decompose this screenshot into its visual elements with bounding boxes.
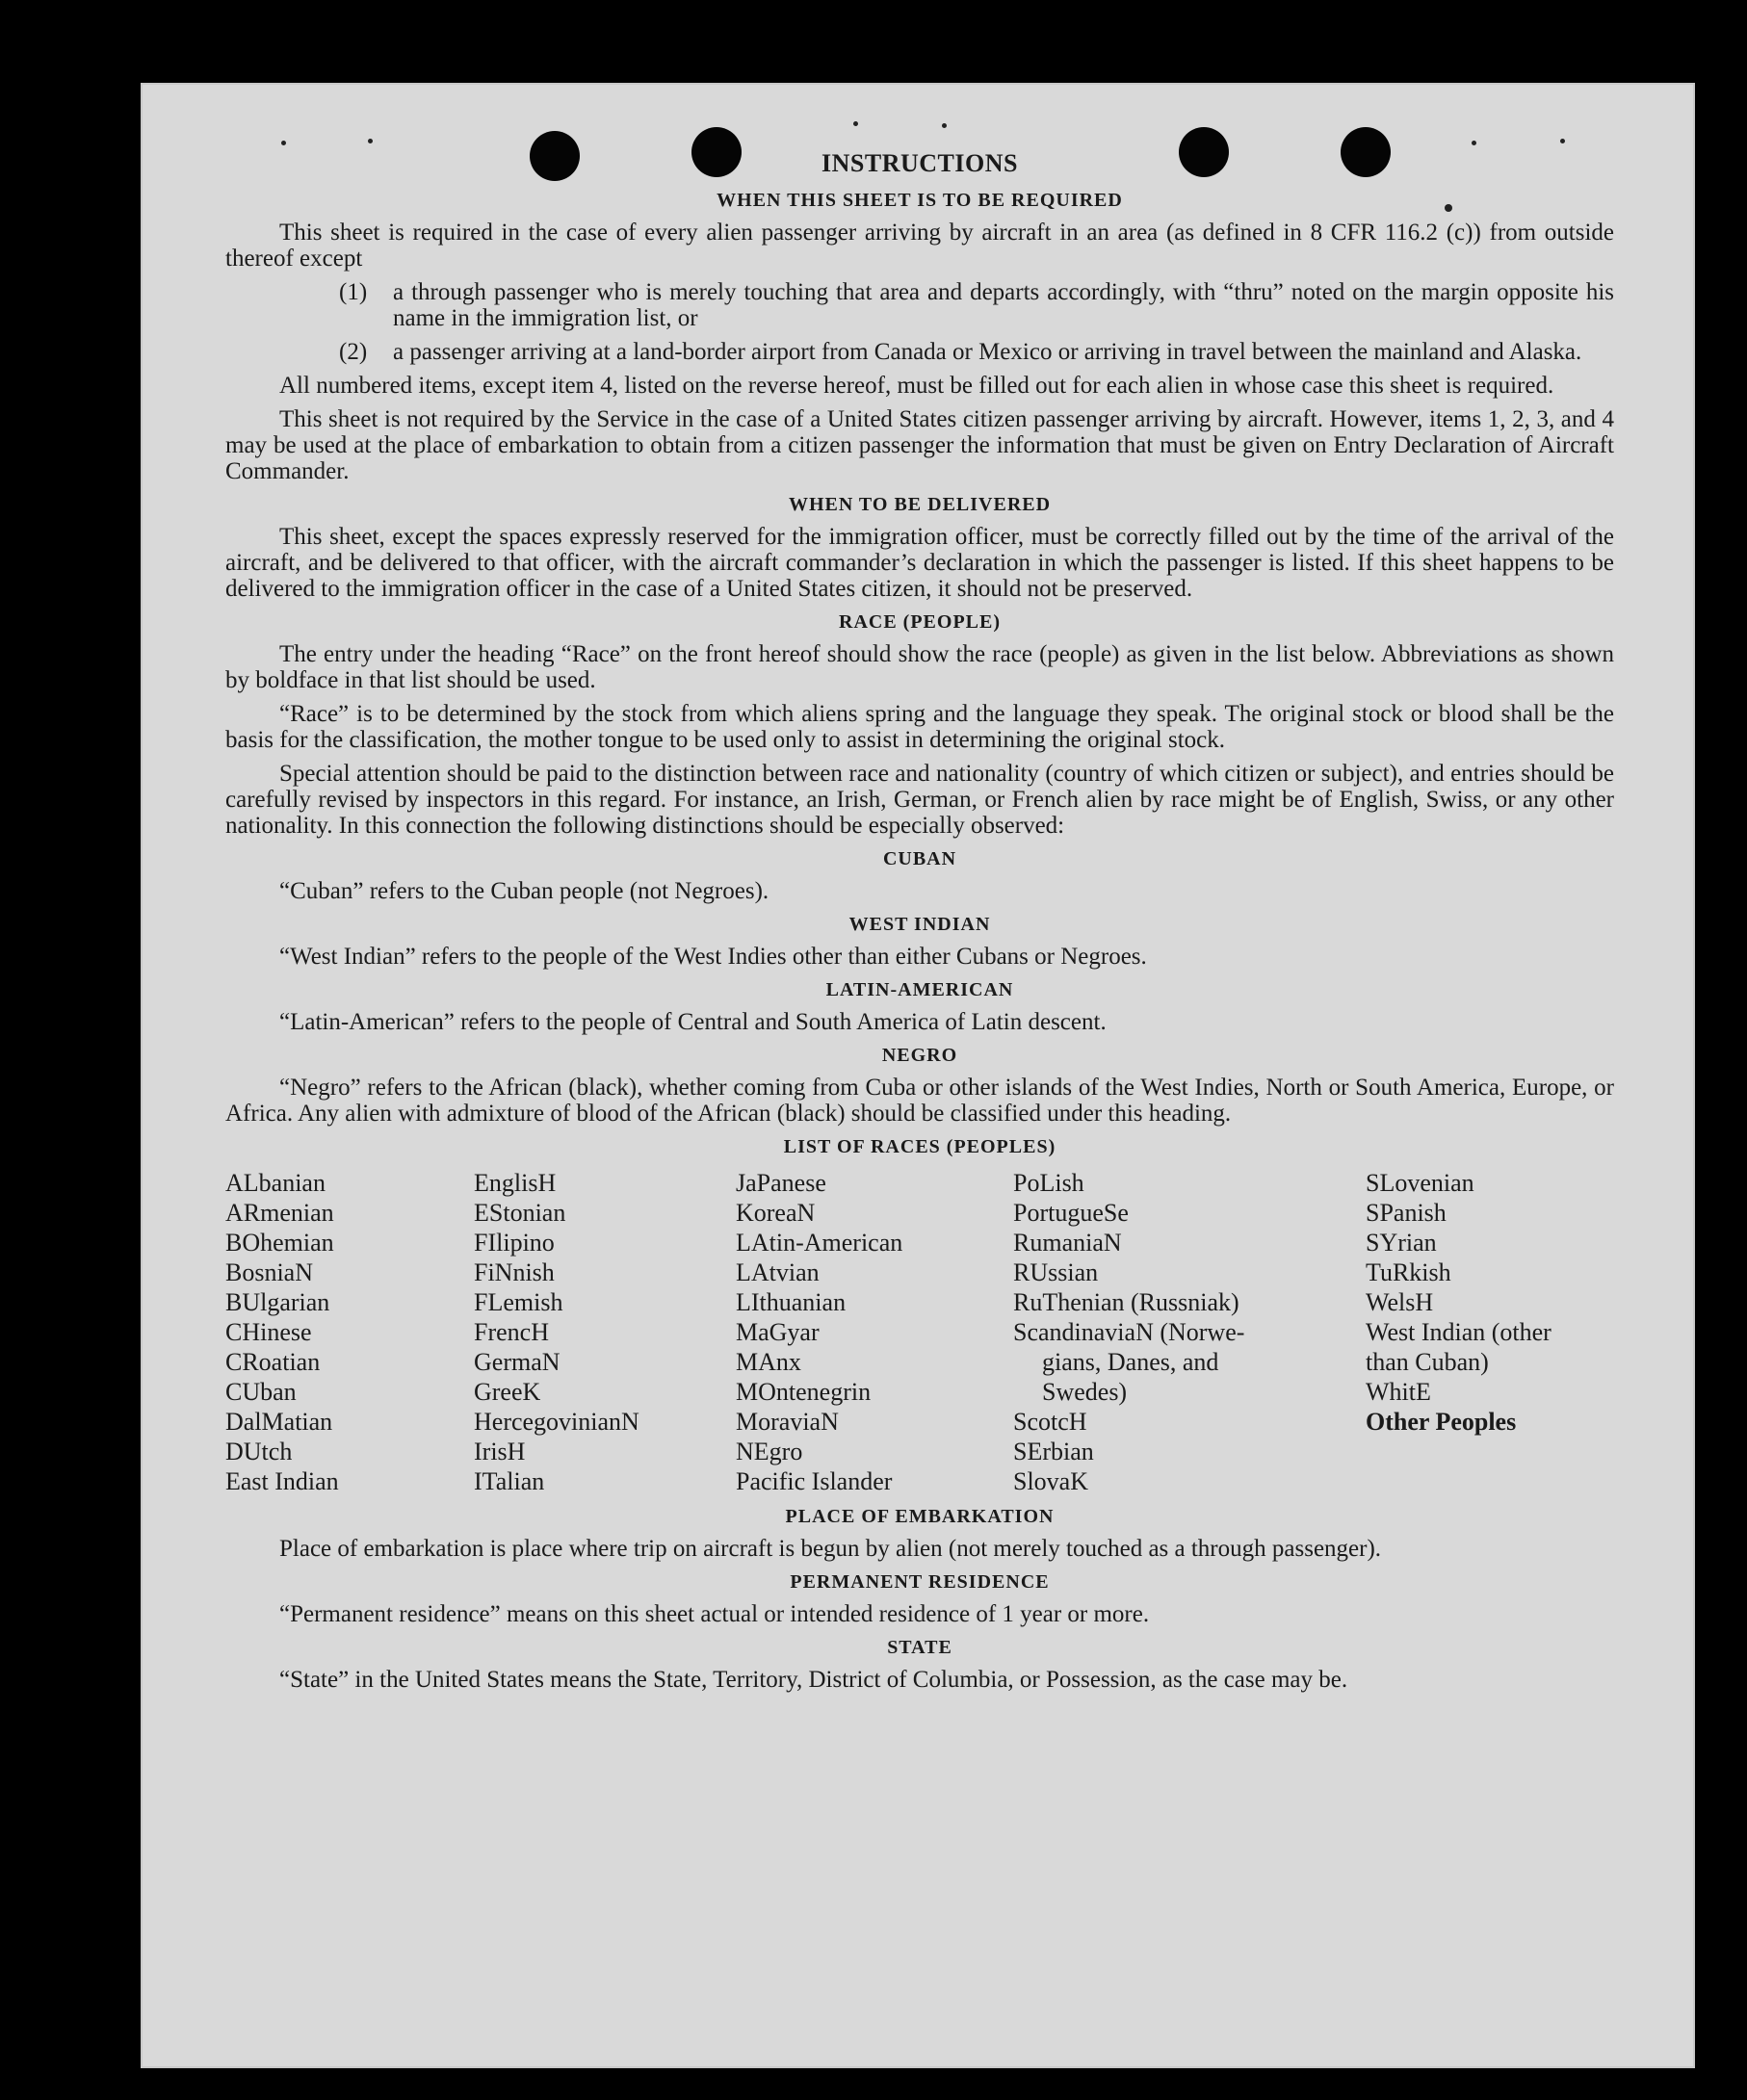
heading-cuban: CUBAN: [882, 848, 957, 869]
race-entry: BosniaN: [225, 1258, 313, 1286]
race-entry: RUssian: [1013, 1258, 1099, 1286]
paragraph: All numbered items, except item 4, listed on the reverse hereof, must be filled out for each alien in whose case this sheet is required.: [279, 373, 1554, 399]
speck: [853, 121, 858, 126]
race-entry: LIthuanian: [736, 1288, 847, 1316]
race-entry: TuRkish: [1366, 1258, 1451, 1286]
race-entry: HercegovinianN: [474, 1408, 639, 1436]
race-entry: ARmenian: [225, 1199, 334, 1227]
paragraph: “Cuban” refers to the Cuban people (not Negroes).: [279, 878, 769, 904]
race-entry: MAnx: [736, 1348, 801, 1376]
item-number: (1): [339, 279, 368, 305]
race-entry: FIlipino: [474, 1229, 555, 1257]
speck: [942, 123, 947, 128]
race-entry: GreeK: [474, 1378, 541, 1406]
race-entry: SLovenian: [1366, 1169, 1474, 1197]
list-item: [339, 339, 1614, 365]
race-entry: IrisH: [474, 1438, 526, 1465]
race-entry: KoreaN: [736, 1199, 816, 1227]
race-entry: LAtvian: [736, 1258, 820, 1286]
speck: [1560, 139, 1565, 143]
speck: [1472, 141, 1476, 145]
paragraph: Special attention should be paid to the distinction between race and nationality (country of which citizen or subject), and entries should be carefully revised by inspectors in this regard. For instance, an Irish, German, or French alien by race might be of English, Swiss, or any other nationality. In this connection the following distinctions should be especially observed:: [225, 761, 1614, 839]
race-entry: PortugueSe: [1013, 1199, 1129, 1227]
race-column: [1366, 1168, 1614, 1496]
race-entry: than Cuban): [1366, 1348, 1489, 1376]
speck: [281, 141, 286, 145]
race-entry: Other Peoples: [1366, 1408, 1517, 1436]
race-list: [225, 1168, 1614, 1496]
race-entry: Pacific Islander: [736, 1467, 893, 1495]
race-entry: RuThenian (Russniak): [1013, 1288, 1239, 1316]
race-entry: ALbanian: [225, 1169, 326, 1197]
paragraph: The entry under the heading “Race” on the front hereof should show the race (people) as given in the list below. Abbreviations as shown by boldface in that list should be used.: [225, 641, 1614, 693]
race-entry: LAtin-American: [736, 1229, 903, 1257]
heading-place-of-embarkation: PLACE OF EMBARKATION: [785, 1506, 1055, 1527]
race-entry: MOntenegrin: [736, 1378, 872, 1406]
paragraph: “Race” is to be determined by the stock from which aliens spring and the language they speak. The original stock or blood shall be the basis for the classification, the mother tongue to be used only to assist in determining the original stock.: [225, 701, 1614, 753]
race-entry: JaPanese: [736, 1169, 826, 1197]
race-entry: ScotcH: [1013, 1408, 1087, 1436]
race-entry: East Indian: [225, 1467, 339, 1495]
race-entry: MoraviaN: [736, 1408, 839, 1436]
paragraph: Place of embarkation is place where trip on aircraft is begun by alien (not merely touched as a through passenger).: [279, 1536, 1382, 1562]
race-entry: DalMatian: [225, 1408, 333, 1436]
paragraph: “Latin-American” refers to the people of Central and South America of Latin descent.: [279, 1009, 1107, 1035]
race-entry: ITalian: [474, 1467, 545, 1495]
race-entry: CHinese: [225, 1318, 312, 1346]
race-column: [474, 1168, 736, 1496]
race-entry: WelsH: [1366, 1288, 1434, 1316]
race-entry: CRoatian: [225, 1348, 321, 1376]
race-entry: CUban: [225, 1378, 297, 1406]
paragraph: This sheet is not required by the Service in the case of a United States citizen passenger arriving by aircraft. However, items 1, 2, 3, and 4 may be used at the place of embarkation to obtain from a citizen passenger the information that must be given on Entry Declaration of Aircraft Commander.: [225, 406, 1614, 484]
race-column: [1013, 1168, 1366, 1496]
heading-when-delivered: WHEN TO BE DELIVERED: [788, 494, 1052, 515]
race-entry: GermaN: [474, 1348, 561, 1376]
item-number: (2): [339, 339, 368, 365]
heading-state: STATE: [887, 1637, 952, 1658]
page-title: INSTRUCTIONS: [821, 149, 1018, 177]
instructions-content: [225, 150, 1614, 1700]
race-entry: SlovaK: [1013, 1467, 1088, 1495]
race-entry: FLemish: [474, 1288, 563, 1316]
race-entry: RumaniaN: [1013, 1229, 1122, 1257]
heading-west-indian: WEST INDIAN: [848, 914, 991, 935]
race-entry: EStonian: [474, 1199, 566, 1227]
race-entry: DUtch: [225, 1438, 293, 1465]
race-entry: MaGyar: [736, 1318, 820, 1346]
race-entry: FiNnish: [474, 1258, 555, 1286]
race-entry: SErbian: [1013, 1438, 1094, 1465]
heading-list-of-races: LIST OF RACES (PEOPLES): [783, 1136, 1056, 1157]
heading-permanent-residence: PERMANENT RESIDENCE: [790, 1571, 1050, 1593]
race-entry: BOhemian: [225, 1229, 334, 1257]
list-item: [339, 279, 1614, 331]
race-entry: West Indian (other: [1366, 1318, 1551, 1346]
speck: [368, 139, 373, 143]
race-entry: gians, Danes, and: [1042, 1348, 1219, 1376]
heading-negro: NEGRO: [881, 1045, 958, 1066]
race-entry: SYrian: [1366, 1229, 1437, 1257]
race-column: [736, 1168, 1013, 1496]
paragraph: “Permanent residence” means on this sheet actual or intended residence of 1 year or more.: [279, 1601, 1150, 1627]
paragraph: “West Indian” refers to the people of the West Indies other than either Cubans or Negroes.: [279, 944, 1147, 970]
paragraph: “State” in the United States means the State, Territory, District of Columbia, or Possession, as the case may be.: [279, 1667, 1348, 1693]
race-column: [225, 1168, 474, 1496]
race-entry: SPanish: [1366, 1199, 1447, 1227]
item-text: a through passenger who is merely touching that area and departs accordingly, with “thru” noted on the margin opposite his name in the immigration list, or: [393, 279, 1614, 331]
item-text: a passenger arriving at a land-border airport from Canada or Mexico or arriving in travel between the mainland and Alaska.: [393, 339, 1582, 365]
heading-latin-american: LATIN-AMERICAN: [825, 979, 1014, 1000]
race-entry: NEgro: [736, 1438, 803, 1465]
heading-when-required: WHEN THIS SHEET IS TO BE REQUIRED: [717, 190, 1123, 211]
race-entry: ScandinaviaN (Norwe-: [1013, 1318, 1245, 1346]
race-entry: FrencH: [474, 1318, 549, 1346]
document-page: [141, 83, 1695, 2068]
paragraph: This sheet is required in the case of every alien passenger arriving by aircraft in an area (as defined in 8 CFR 116.2 (c)) from outside thereof except: [225, 220, 1614, 272]
paragraph: “Negro” refers to the African (black), whether coming from Cuba or other islands of the West Indies, North or South America, Europe, or Africa. Any alien with admixture of blood of the African (black) should be classified under this heading.: [225, 1075, 1614, 1127]
paragraph: This sheet, except the spaces expressly reserved for the immigration officer, must be correctly filled out by the time of the arrival of the aircraft, and be delivered to that officer, with the aircraft commander’s declaration in which the passenger is listed. If this sheet happens to be delivered to the immigration officer in the case of a United States citizen, it should not be preserved.: [225, 524, 1614, 602]
race-entry: EnglisH: [474, 1169, 557, 1197]
heading-race: RACE (PEOPLE): [839, 611, 1001, 633]
race-entry: WhitE: [1366, 1378, 1431, 1406]
race-entry: BUlgarian: [225, 1288, 330, 1316]
race-entry: Swedes): [1042, 1378, 1128, 1406]
race-entry: PoLish: [1013, 1169, 1084, 1197]
